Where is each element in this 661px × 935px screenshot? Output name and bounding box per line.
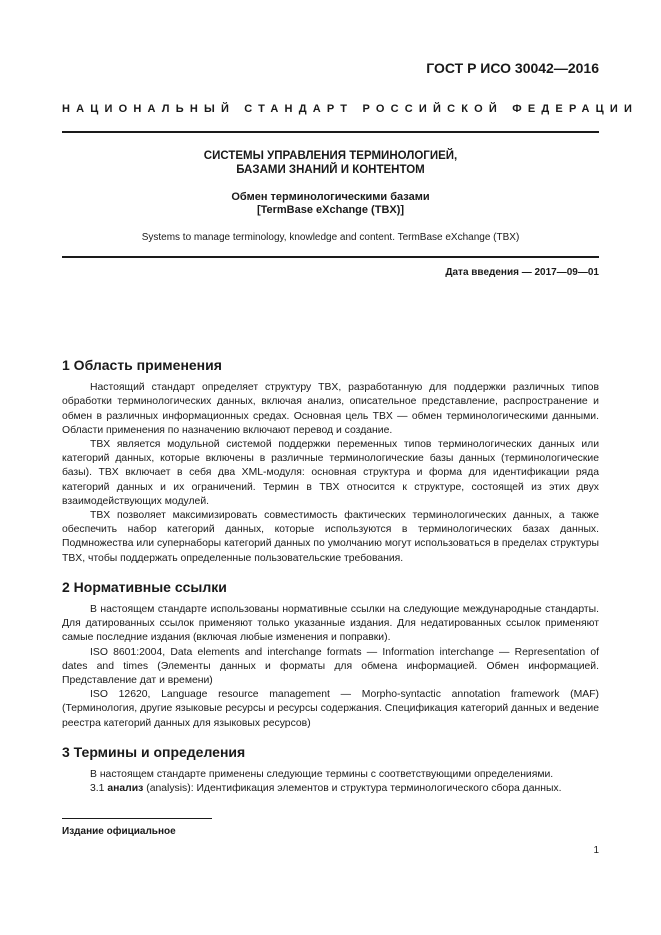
- sub-title-line2: [TermBase eXchange (TBX)]: [256, 204, 405, 216]
- introduction-date: Дата введения — 2017—09—01: [445, 267, 599, 278]
- page-number: 1: [593, 845, 599, 856]
- term-definition: (analysis): Идентификация элементов и структура терминологического сбора данных.: [146, 783, 562, 795]
- section-2-reference: ISO 8601:2004, Data elements and interchange formats — Information interchange — Representation of dates and times (Элементы данных и форматы для обмена информацией. Обмен информацией. Представление дат и времени): [62, 646, 599, 687]
- section-gap: [62, 566, 599, 580]
- section-2-heading: 2 Нормативные ссылки: [62, 578, 227, 595]
- header-divider: [62, 131, 599, 133]
- term-number: 3.1: [90, 783, 105, 795]
- english-title: Systems to manage terminology, knowledge and content. TermBase eXchange (TBX): [141, 232, 520, 243]
- title-divider: [62, 256, 599, 258]
- term-entry: [62, 782, 599, 796]
- main-title-line1: СИСТЕМЫ УПРАВЛЕНИЯ ТЕРМИНОЛОГИЕЙ,: [203, 150, 458, 162]
- section-1-paragraph: TBX позволяет максимизировать совместимость фактических терминологических данных, а также обеспечить набор категорий данных, которые используются в терминологических базах данных. Подмножества или супернаборы категорий данных по умолчанию могут использоваться в пределах структуры TBX, чтобы поддержать определенные пользовательские требования.: [62, 510, 599, 564]
- document-body: [62, 358, 599, 796]
- section-3-heading: 3 Термины и определения: [62, 743, 246, 760]
- national-standard-banner: НАЦИОНАЛЬНЫЙ СТАНДАРТ РОССИЙСКОЙ ФЕДЕРАЦИИ: [62, 103, 639, 115]
- section-gap: [62, 731, 599, 745]
- main-title-line2: БАЗАМИ ЗНАНИЙ И КОНТЕНТОМ: [236, 164, 425, 176]
- footer-divider: [62, 818, 212, 819]
- section-3-paragraph: В настоящем стандарте применены следующие термины с соответствующими определениями.: [90, 769, 554, 781]
- section-2-reference: ISO 12620, Language resource management — Morpho-syntactic annotation framework (MAF) (Терминология, другие языковые ресурсы и ресурсы содержания. Спецификация категорий данных и ведение реестра категорий данных для языковых ресурсов): [62, 689, 599, 729]
- sub-title: [62, 191, 599, 217]
- section-1-paragraph: TBX является модульной системой поддержки переменных типов терминологических данных или категорий данных, которые включены в различные терминологические базы данных (терминологические базы). TBX включает в себя два XML-модуля: основная структура и форма для идентификации ряда категорий данных и их ограничений. Термин в TBX относится к структуре, состоящей из этих двух взаимодействующих модулей.: [62, 439, 599, 507]
- main-title: [62, 149, 599, 177]
- gost-number: ГОСТ Р ИСО 30042—2016: [426, 60, 599, 76]
- section-2-paragraph: В настоящем стандарте использованы нормативные ссылки на следующие международные стандарты. Для датированных ссылок применяют только указанные издания. Для недатированных ссылок применяют самые последние издания (включая любые изменения и поправки).: [62, 604, 599, 644]
- term-name: анализ: [107, 783, 144, 795]
- section-1-heading: 1 Область применения: [62, 357, 222, 373]
- official-edition-label: Издание официальное: [62, 826, 176, 837]
- section-1-paragraph: Настоящий стандарт определяет структуру TBX, разработанную для поддержки различных типов обработки терминологических данных, включая анализ, описательное представление, распространение и обмен в различных информационных средах. Основная цель TBX — обмен терминологическими данными. Области применения по назначению включают перевод и создание.: [62, 382, 599, 436]
- sub-title-line1: Обмен терминологическими базами: [231, 191, 430, 203]
